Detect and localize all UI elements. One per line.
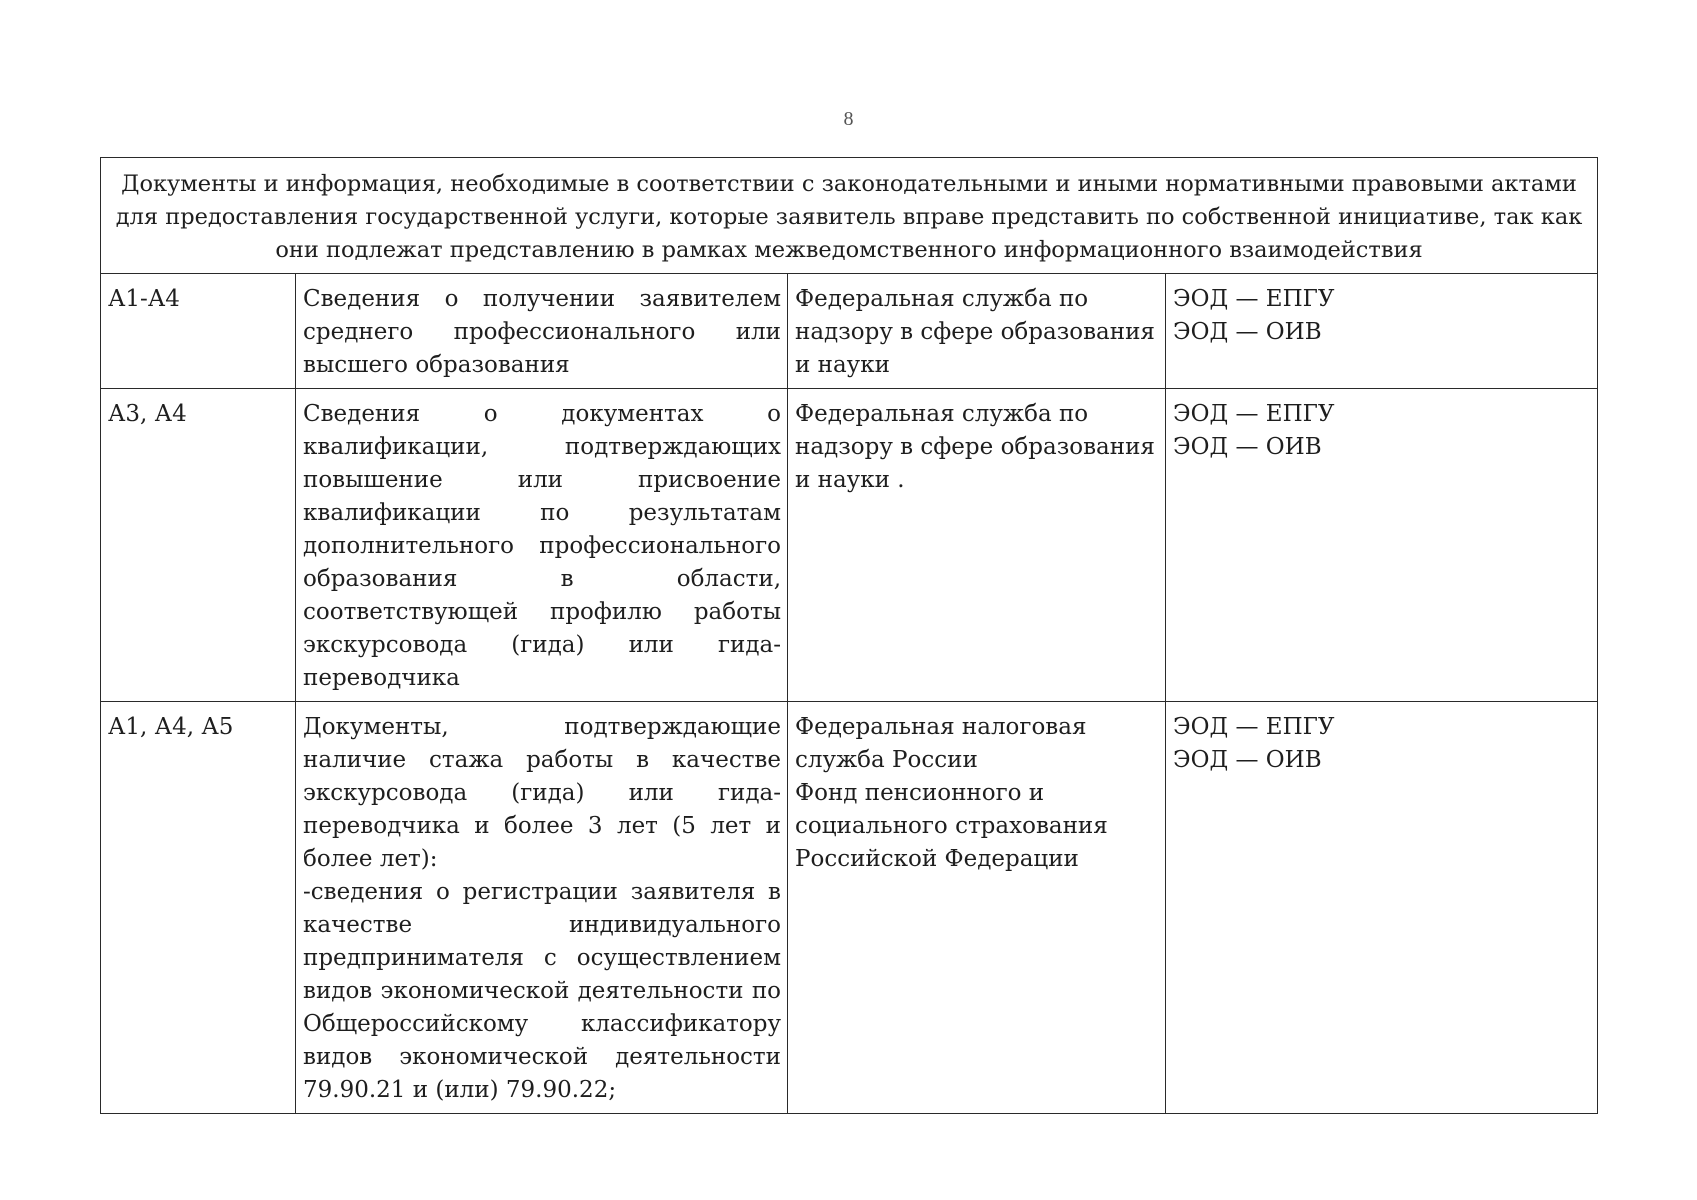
row-description [296, 274, 788, 389]
row-code: А1-А4 [101, 274, 296, 389]
table-row [101, 702, 1598, 1114]
authority-name: Федеральная служба по надзору в сфере образования и науки [795, 286, 1155, 378]
row-channels [1166, 702, 1598, 1114]
page-number: 8 [843, 108, 854, 130]
row-code: А1, А4, А5 [101, 702, 296, 1114]
authority-name: Федеральная налоговая служба России [795, 714, 1087, 773]
description-paragraph: Сведения о получении заявителем среднего профессионального или высшего образования [303, 286, 781, 378]
table-row [101, 274, 1598, 389]
description-paragraph: Сведения о документах о квалификации, подтверждающих повышение или присвоение квалификации по результатам дополнительного профессионального образования в области, соответствующей профилю работы экскурсовода (гида) или гида-переводчика [303, 401, 781, 691]
table-row [101, 389, 1598, 702]
row-authority [788, 389, 1166, 702]
description-paragraph: Документы, подтверждающие наличие стажа работы в качестве экскурсовода (гида) или гида-переводчика и более 3 лет (5 лет и более лет): [303, 714, 781, 872]
channel-item: ЭОД — ЕПГУ [1173, 401, 1335, 427]
row-authority [788, 274, 1166, 389]
row-channels [1166, 389, 1598, 702]
channel-item: ЭОД — ЕПГУ [1173, 286, 1335, 312]
channel-item: ЭОД — ОИВ [1173, 319, 1322, 345]
row-description [296, 389, 788, 702]
channel-item: ЭОД — ЕПГУ [1173, 714, 1335, 740]
authority-name: Фонд пенсионного и социального страхования Российской Федерации [795, 780, 1108, 872]
channel-item: ЭОД — ОИВ [1173, 747, 1322, 773]
documents-table [100, 157, 1598, 1114]
row-description [296, 702, 788, 1114]
description-paragraph: -сведения о регистрации заявителя в качестве индивидуального предпринимателя с осуществлением видов экономической деятельности по Общероссийскому классификатору видов экономической деятельности 79.90.21 и (или) 79.90.22; [303, 879, 781, 1103]
row-code: А3, А4 [101, 389, 296, 702]
table-header-cell: Документы и информация, необходимые в соответствии с законодательными и иными нормативными правовыми актами для предоставления государственной услуги, которые заявитель вправе представить по собственной инициативе, так как они подлежат представлению в рамках межведомственного информационного взаимодействия [101, 158, 1598, 274]
authority-name: Федеральная служба по надзору в сфере образования и науки . [795, 401, 1155, 493]
row-authority [788, 702, 1166, 1114]
channel-item: ЭОД — ОИВ [1173, 434, 1322, 460]
table-header-row [101, 158, 1598, 274]
row-channels [1166, 274, 1598, 389]
